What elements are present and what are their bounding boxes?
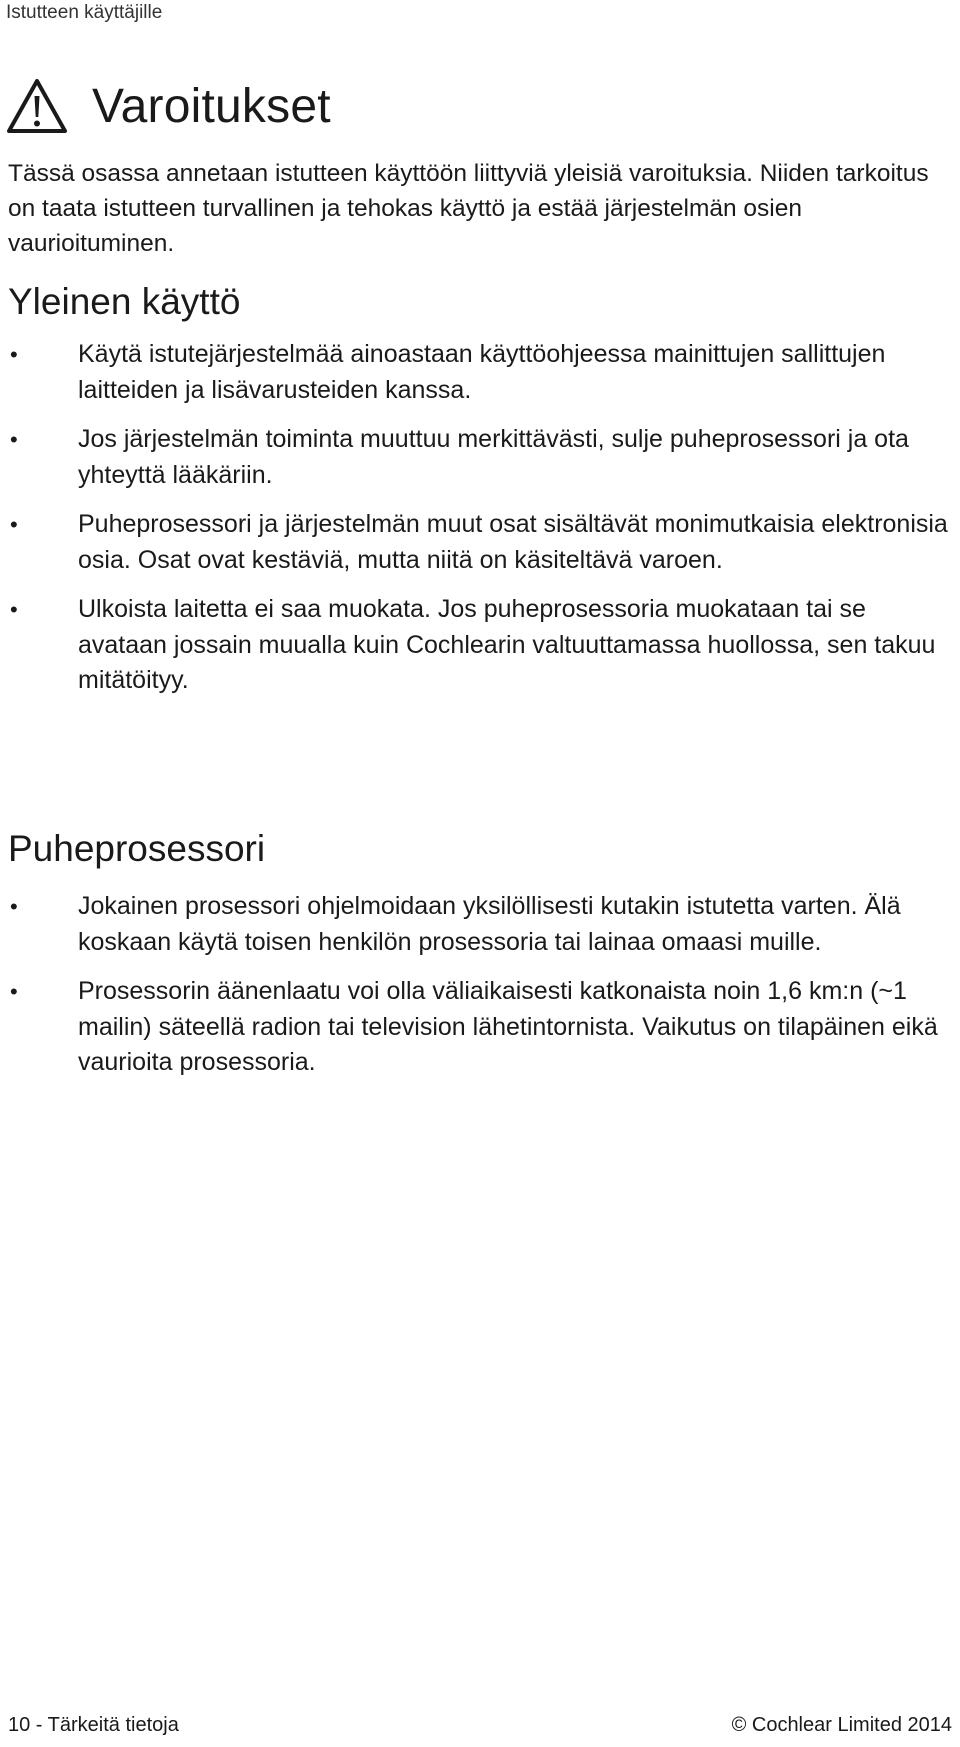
- bullet-dot: •: [10, 894, 18, 919]
- bullet-dot: •: [10, 427, 18, 452]
- running-header: Istutteen käyttäjille: [6, 2, 163, 23]
- bullet-dot: •: [10, 597, 18, 622]
- section-heading-general-use: Yleinen käyttö: [8, 281, 241, 322]
- bullet-list-processor: [8, 889, 948, 1095]
- list-item-text: Käytä istutejärjestelmää ainoastaan käyttöohjeessa mainittujen sallittujen laitteiden ja lisävarusteiden kanssa.: [78, 340, 886, 404]
- list-item-text: Puheprosessori ja järjestelmän muut osat sisältävät monimutkaisia elektronisia osia. Osat ovat kestäviä, mutta niitä on käsiteltävä varoen.: [78, 510, 948, 574]
- footer-page-label: 10 - Tärkeitä tietoja: [8, 1714, 179, 1736]
- intro-paragraph: Tässä osassa annetaan istutteen käyttöön liittyviä yleisiä varoituksia. Niiden tarkoitus on taata istutteen turvallinen ja tehokas käyttö ja estää järjestelmän osien vaurioituminen.: [8, 160, 929, 257]
- list-item: [8, 592, 948, 699]
- list-item-text: Ulkoista laitetta ei saa muokata. Jos puheprosessoria muokataan tai se avataan jossain muualla kuin Cochlearin valtuuttamassa huollossa, sen takuu mitätöityy.: [78, 595, 936, 694]
- list-item-text: Jos järjestelmän toiminta muuttuu merkittävästi, sulje puheprosessori ja ota yhteyttä lääkäriin.: [78, 425, 909, 489]
- bullet-dot: •: [10, 512, 18, 537]
- page-title: Varoitukset: [92, 79, 331, 133]
- list-item: [8, 337, 948, 408]
- page-title-row: [6, 74, 331, 138]
- list-item: [8, 422, 948, 493]
- list-item-text: Prosessorin äänenlaatu voi olla väliaikaisesti katkonaista noin 1,6 km:n (~1 mailin) säteellä radion tai television lähetintornista. Vaikutus on tilapäinen eikä vaurioita prosessoria.: [78, 977, 938, 1076]
- bullet-list-general-use: [8, 337, 948, 713]
- section-heading-processor: Puheprosessori: [8, 828, 266, 869]
- list-item: [8, 974, 948, 1081]
- bullet-dot: •: [10, 979, 18, 1004]
- bullet-dot: •: [10, 342, 18, 367]
- list-item: [8, 889, 948, 960]
- list-item-text: Jokainen prosessori ohjelmoidaan yksilöllisesti kutakin istutetta varten. Älä koskaan käytä toisen henkilön prosessoria tai lainaa omaasi muille.: [78, 892, 901, 956]
- warning-triangle-icon: [6, 78, 68, 134]
- footer-copyright: © Cochlear Limited 2014: [731, 1714, 952, 1736]
- list-item: [8, 507, 948, 578]
